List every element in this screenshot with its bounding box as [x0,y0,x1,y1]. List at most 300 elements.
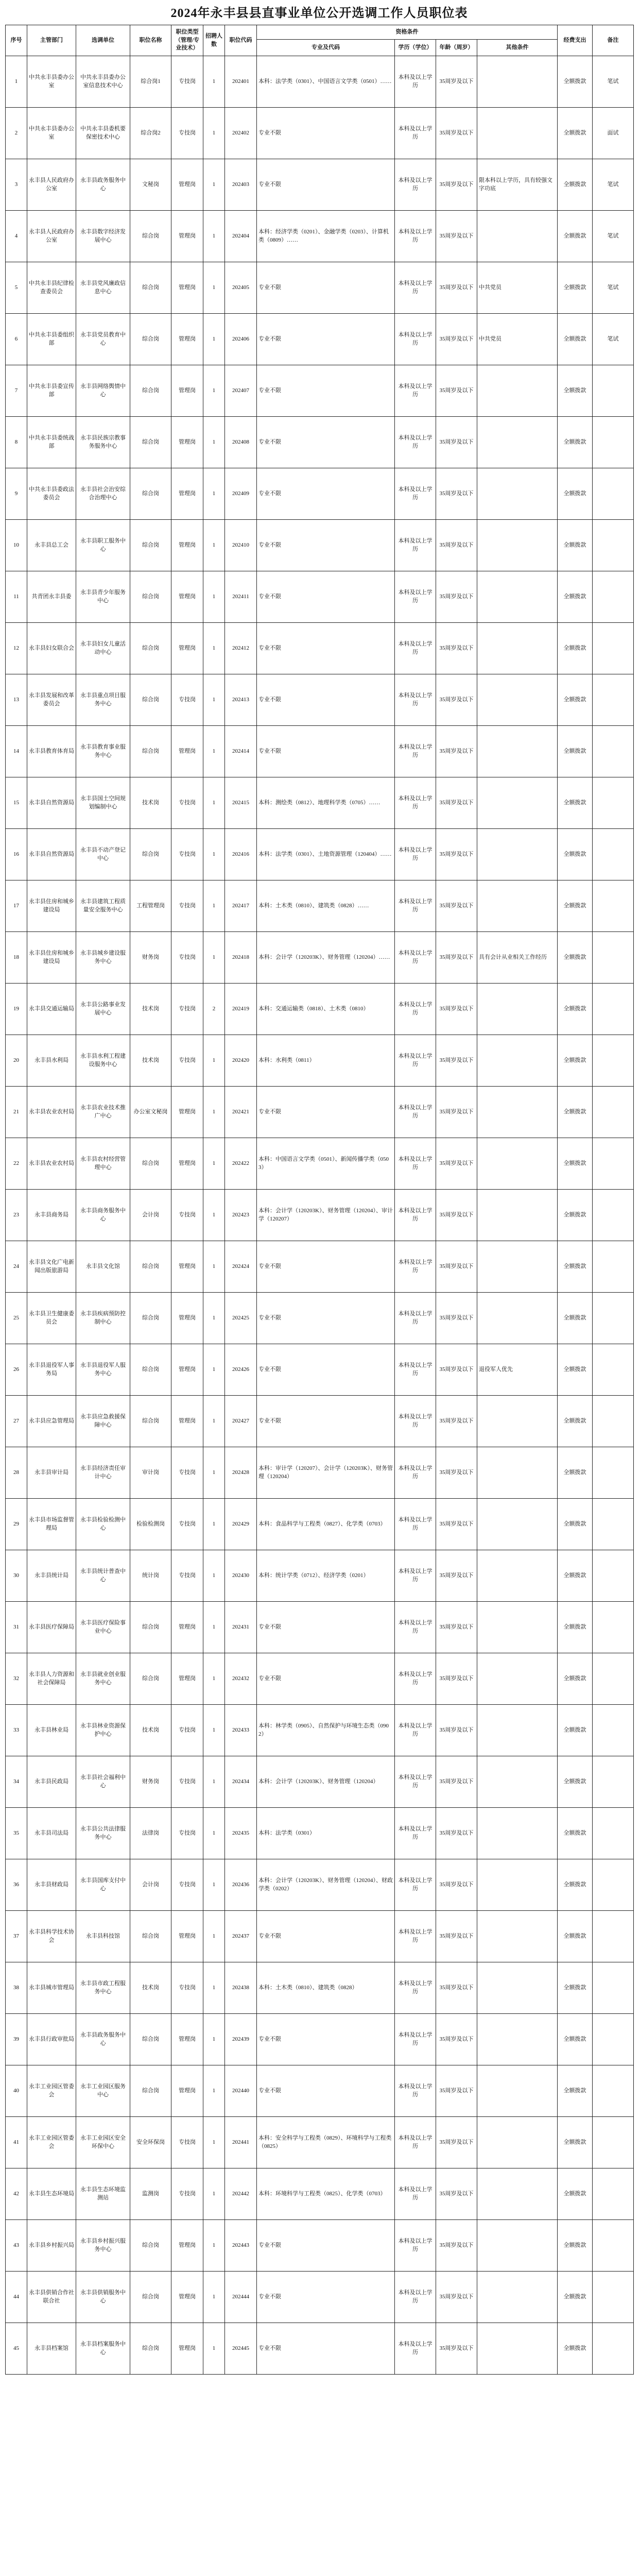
cell-major: 本科：经济学类（0201）、金融学类（0203）、计算机类（0809）…… [257,211,395,262]
cell-position-type: 管理岗 [171,417,203,468]
cell-unit: 中共永丰县委办公室信息技术中心 [76,56,130,108]
cell-position-type: 专技岗 [171,1447,203,1499]
cell-education: 本科及以上学历 [395,2117,436,2168]
cell-education: 本科及以上学历 [395,365,436,417]
cell-note [593,726,634,777]
table-row [6,2220,634,2272]
cell-major: 专业不限 [257,2014,395,2065]
cell-note [593,1447,634,1499]
cell-age: 35周岁及以下 [436,520,477,571]
cell-seq: 36 [6,1859,27,1911]
cell-count: 1 [203,1911,225,1962]
cell-other: 退役军人优先 [477,1344,558,1396]
cell-other [477,623,558,674]
cell-code: 202435 [225,1808,257,1859]
cell-seq: 19 [6,984,27,1035]
cell-position-type: 专技岗 [171,108,203,159]
cell-other [477,1756,558,1808]
cell-seq: 27 [6,1396,27,1447]
cell-department: 中共永丰县委办公室 [27,108,76,159]
cell-other [477,1602,558,1653]
cell-count: 1 [203,1447,225,1499]
cell-department: 永丰县自然资源局 [27,777,76,829]
cell-count: 1 [203,2272,225,2323]
cell-note: 笔试 [593,56,634,108]
table-row [6,2117,634,2168]
cell-funding: 全额拨款 [558,623,593,674]
table-row [6,2014,634,2065]
cell-other [477,56,558,108]
cell-code: 202417 [225,880,257,932]
cell-position: 会计岗 [130,1859,171,1911]
table-row [6,571,634,623]
cell-code: 202436 [225,1859,257,1911]
cell-count: 1 [203,520,225,571]
cell-major: 专业不限 [257,1344,395,1396]
cell-department: 永丰县商务局 [27,1190,76,1241]
cell-major: 本科：会计学（120203K）、财务管理（120204）、审计学（120207） [257,1190,395,1241]
cell-unit: 永丰县不动产登记中心 [76,829,130,880]
cell-position-type: 管理岗 [171,623,203,674]
cell-department: 永丰工业园区管委会 [27,2065,76,2117]
cell-department: 中共永丰县委宣传部 [27,365,76,417]
cell-funding: 全额拨款 [558,314,593,365]
cell-count: 1 [203,829,225,880]
cell-major: 本科：土木类（0810）、建筑类（0828） [257,1962,395,2014]
cell-other [477,777,558,829]
table-row [6,932,634,984]
cell-major: 专业不限 [257,726,395,777]
cell-position: 综合岗 [130,829,171,880]
cell-funding: 全额拨款 [558,1138,593,1190]
cell-seq: 4 [6,211,27,262]
cell-age: 35周岁及以下 [436,365,477,417]
cell-education: 本科及以上学历 [395,2220,436,2272]
cell-seq: 34 [6,1756,27,1808]
cell-count: 1 [203,1705,225,1756]
cell-department: 永丰县人民政府办公室 [27,211,76,262]
cell-position: 审计岗 [130,1447,171,1499]
cell-position-type: 管理岗 [171,314,203,365]
cell-position-type: 管理岗 [171,726,203,777]
table-row [6,1962,634,2014]
table-row [6,108,634,159]
cell-count: 1 [203,1499,225,1550]
cell-funding: 全额拨款 [558,365,593,417]
cell-major: 专业不限 [257,1396,395,1447]
cell-other [477,365,558,417]
cell-position-type: 管理岗 [171,211,203,262]
cell-age: 35周岁及以下 [436,108,477,159]
cell-department: 永丰县林业局 [27,1705,76,1756]
cell-other: 限本科以上学历，具有较强文字功底 [477,159,558,211]
cell-funding: 全额拨款 [558,984,593,1035]
cell-position: 法律岗 [130,1808,171,1859]
cell-code: 202434 [225,1756,257,1808]
cell-department: 永丰县妇女联合会 [27,623,76,674]
cell-seq: 30 [6,1550,27,1602]
cell-education: 本科及以上学历 [395,829,436,880]
cell-unit: 永丰县林业资源保护中心 [76,1705,130,1756]
cell-unit: 永丰县数字经济发展中心 [76,211,130,262]
cell-department: 永丰县退役军人事务局 [27,1344,76,1396]
cell-count: 1 [203,2220,225,2272]
cell-major: 本科：测绘类（0812）、地理科学类（0705）…… [257,777,395,829]
cell-department: 永丰县行政审批局 [27,2014,76,2065]
cell-department: 永丰县财政局 [27,1859,76,1911]
cell-position-type: 管理岗 [171,2014,203,2065]
cell-position-type: 专技岗 [171,2117,203,2168]
cell-age: 35周岁及以下 [436,1087,477,1138]
table-row [6,829,634,880]
cell-note [593,1087,634,1138]
cell-code: 202427 [225,1396,257,1447]
cell-seq: 13 [6,674,27,726]
cell-unit: 永丰县民族宗教事务服务中心 [76,417,130,468]
cell-education: 本科及以上学历 [395,2168,436,2220]
cell-education: 本科及以上学历 [395,2323,436,2375]
cell-funding: 全额拨款 [558,56,593,108]
cell-code: 202432 [225,1653,257,1705]
cell-seq: 15 [6,777,27,829]
cell-major: 专业不限 [257,365,395,417]
cell-position: 会计岗 [130,1190,171,1241]
cell-education: 本科及以上学历 [395,726,436,777]
table-row [6,2168,634,2220]
cell-note [593,932,634,984]
cell-count: 1 [203,623,225,674]
cell-position: 文秘岗 [130,159,171,211]
cell-funding: 全额拨款 [558,1447,593,1499]
cell-other [477,1138,558,1190]
col-type: 职位类型（管理/专业技术） [171,25,203,56]
cell-unit: 永丰县应急救援保障中心 [76,1396,130,1447]
table-row [6,262,634,314]
cell-unit: 永丰县社会福利中心 [76,1756,130,1808]
cell-unit: 永丰县供销服务中心 [76,2272,130,2323]
table-row [6,1344,634,1396]
cell-other [477,2117,558,2168]
cell-note: 笔试 [593,159,634,211]
cell-count: 1 [203,365,225,417]
cell-position-type: 管理岗 [171,1344,203,1396]
cell-funding: 全额拨款 [558,1859,593,1911]
cell-major: 本科：环境科学与工程类（0825）、化学类（0703） [257,2168,395,2220]
cell-unit: 永丰县农业技术推广中心 [76,1087,130,1138]
cell-code: 202428 [225,1447,257,1499]
cell-education: 本科及以上学历 [395,1705,436,1756]
cell-major: 专业不限 [257,417,395,468]
cell-age: 35周岁及以下 [436,932,477,984]
col-education: 学历（学位） [395,40,436,56]
cell-seq: 43 [6,2220,27,2272]
cell-major: 本科：会计学（120203K）、财务管理（120204） [257,1756,395,1808]
cell-unit: 永丰县建筑工程质量安全服务中心 [76,880,130,932]
cell-position-type: 管理岗 [171,1138,203,1190]
cell-note [593,1035,634,1087]
cell-age: 35周岁及以下 [436,829,477,880]
cell-position: 综合岗 [130,2220,171,2272]
cell-age: 35周岁及以下 [436,1962,477,2014]
table-row [6,1396,634,1447]
cell-seq: 11 [6,571,27,623]
cell-major: 专业不限 [257,314,395,365]
cell-other [477,211,558,262]
cell-note [593,623,634,674]
cell-department: 永丰县司法局 [27,1808,76,1859]
cell-seq: 6 [6,314,27,365]
cell-count: 1 [203,108,225,159]
cell-code: 202409 [225,468,257,520]
cell-funding: 全额拨款 [558,1035,593,1087]
cell-department: 永丰县住房和城乡建设局 [27,880,76,932]
cell-position: 综合岗 [130,417,171,468]
cell-department: 永丰县审计局 [27,1447,76,1499]
cell-major: 专业不限 [257,623,395,674]
cell-code: 202443 [225,2220,257,2272]
cell-position-type: 专技岗 [171,56,203,108]
cell-unit: 永丰县教育事业服务中心 [76,726,130,777]
table-row [6,159,634,211]
cell-seq: 41 [6,2117,27,2168]
cell-funding: 全额拨款 [558,674,593,726]
cell-age: 35周岁及以下 [436,417,477,468]
cell-position-type: 管理岗 [171,1293,203,1344]
cell-code: 202404 [225,211,257,262]
cell-major: 本科：会计学（120203K）、财务管理（120204）、财政学类（0202） [257,1859,395,1911]
cell-position: 综合岗 [130,211,171,262]
cell-seq: 17 [6,880,27,932]
cell-count: 1 [203,571,225,623]
cell-education: 本科及以上学历 [395,159,436,211]
cell-position-type: 管理岗 [171,365,203,417]
cell-position: 综合岗 [130,1293,171,1344]
cell-note [593,984,634,1035]
cell-age: 35周岁及以下 [436,2272,477,2323]
cell-code: 202402 [225,108,257,159]
cell-other [477,2220,558,2272]
cell-major: 专业不限 [257,1293,395,1344]
cell-position-type: 专技岗 [171,1705,203,1756]
cell-note: 笔试 [593,211,634,262]
cell-code: 202442 [225,2168,257,2220]
cell-education: 本科及以上学历 [395,1035,436,1087]
cell-age: 35周岁及以下 [436,571,477,623]
cell-age: 35周岁及以下 [436,1602,477,1653]
cell-position-type: 专技岗 [171,674,203,726]
cell-age: 35周岁及以下 [436,2220,477,2272]
cell-funding: 全额拨款 [558,1293,593,1344]
cell-count: 1 [203,2065,225,2117]
cell-major: 本科：法学类（0301） [257,1808,395,1859]
cell-education: 本科及以上学历 [395,108,436,159]
cell-department: 中共永丰县委统战部 [27,417,76,468]
col-major: 专业及代码 [257,40,395,56]
cell-age: 35周岁及以下 [436,623,477,674]
cell-education: 本科及以上学历 [395,1602,436,1653]
cell-position-type: 专技岗 [171,2168,203,2220]
cell-seq: 26 [6,1344,27,1396]
cell-code: 202431 [225,1602,257,1653]
cell-position: 综合岗 [130,2272,171,2323]
cell-funding: 全额拨款 [558,468,593,520]
cell-position-type: 专技岗 [171,1962,203,2014]
cell-position: 综合岗 [130,520,171,571]
cell-age: 35周岁及以下 [436,1138,477,1190]
cell-other [477,726,558,777]
cell-other [477,417,558,468]
cell-age: 35周岁及以下 [436,1499,477,1550]
cell-note: 笔试 [593,262,634,314]
cell-major: 专业不限 [257,2323,395,2375]
cell-department: 永丰县人力资源和社会保障局 [27,1653,76,1705]
cell-age: 35周岁及以下 [436,1859,477,1911]
cell-funding: 全额拨款 [558,1911,593,1962]
cell-position-type: 管理岗 [171,1241,203,1293]
cell-age: 35周岁及以下 [436,2014,477,2065]
cell-funding: 全额拨款 [558,211,593,262]
cell-unit: 永丰县乡村振兴服务中心 [76,2220,130,2272]
cell-education: 本科及以上学历 [395,1447,436,1499]
cell-position: 综合岗 [130,571,171,623]
cell-position: 综合岗 [130,2065,171,2117]
table-row [6,1035,634,1087]
cell-education: 本科及以上学历 [395,1653,436,1705]
cell-position-type: 专技岗 [171,777,203,829]
table-row [6,1447,634,1499]
cell-age: 35周岁及以下 [436,262,477,314]
cell-position-type: 管理岗 [171,159,203,211]
cell-position: 统计岗 [130,1550,171,1602]
cell-major: 专业不限 [257,2220,395,2272]
cell-age: 35周岁及以下 [436,2323,477,2375]
cell-note [593,571,634,623]
cell-unit: 永丰县退役军人服务中心 [76,1344,130,1396]
cell-seq: 18 [6,932,27,984]
col-seq: 序号 [6,25,27,56]
cell-department: 永丰县水利局 [27,1035,76,1087]
cell-unit: 永丰县公路事业发展中心 [76,984,130,1035]
col-funding: 经费支出 [558,25,593,56]
cell-education: 本科及以上学历 [395,880,436,932]
table-row [6,1756,634,1808]
cell-funding: 全额拨款 [558,2014,593,2065]
table-row [6,984,634,1035]
cell-unit: 永丰县城乡建设服务中心 [76,932,130,984]
table-row [6,2272,634,2323]
col-age: 年龄（周岁） [436,40,477,56]
cell-position-type: 专技岗 [171,1499,203,1550]
cell-position-type: 管理岗 [171,1602,203,1653]
cell-funding: 全额拨款 [558,880,593,932]
cell-unit: 永丰县生态环境监测站 [76,2168,130,2220]
cell-seq: 10 [6,520,27,571]
cell-position-type: 管理岗 [171,2323,203,2375]
cell-position-type: 专技岗 [171,984,203,1035]
col-code: 职位代码 [225,25,257,56]
cell-age: 35周岁及以下 [436,1911,477,1962]
cell-position: 综合岗 [130,2014,171,2065]
cell-education: 本科及以上学历 [395,1962,436,2014]
cell-code: 202401 [225,56,257,108]
cell-count: 1 [203,1962,225,2014]
cell-position-type: 管理岗 [171,1396,203,1447]
cell-note [593,1756,634,1808]
cell-education: 本科及以上学历 [395,520,436,571]
cell-department: 永丰县发展和改革委员会 [27,674,76,726]
cell-position: 监测岗 [130,2168,171,2220]
cell-code: 202410 [225,520,257,571]
cell-education: 本科及以上学历 [395,932,436,984]
cell-position-type: 管理岗 [171,1911,203,1962]
cell-note [593,2014,634,2065]
cell-department: 永丰县交通运输局 [27,984,76,1035]
cell-note [593,674,634,726]
cell-other [477,2065,558,2117]
cell-education: 本科及以上学历 [395,571,436,623]
cell-note [593,777,634,829]
cell-code: 202445 [225,2323,257,2375]
cell-position: 办公室文秘岗 [130,1087,171,1138]
table-row [6,1911,634,1962]
cell-major: 专业不限 [257,1602,395,1653]
cell-seq: 38 [6,1962,27,2014]
cell-education: 本科及以上学历 [395,1293,436,1344]
cell-position: 综合岗 [130,1241,171,1293]
cell-funding: 全额拨款 [558,1808,593,1859]
cell-major: 专业不限 [257,468,395,520]
table-row [6,623,634,674]
cell-major: 专业不限 [257,520,395,571]
cell-funding: 全额拨款 [558,1653,593,1705]
cell-other [477,1859,558,1911]
cell-unit: 永丰工业园区安全环保中心 [76,2117,130,2168]
cell-position-type: 管理岗 [171,468,203,520]
cell-age: 35周岁及以下 [436,1808,477,1859]
cell-count: 1 [203,1344,225,1396]
cell-count: 1 [203,674,225,726]
cell-seq: 14 [6,726,27,777]
cell-seq: 44 [6,2272,27,2323]
table-row [6,1138,634,1190]
cell-major: 本科：中国语言文学类（0501）、新闻传播学类（0503） [257,1138,395,1190]
cell-unit: 中共永丰县委机要保密技术中心 [76,108,130,159]
cell-education: 本科及以上学历 [395,1087,436,1138]
cell-other [477,571,558,623]
cell-department: 永丰县统计局 [27,1550,76,1602]
cell-funding: 全额拨款 [558,262,593,314]
cell-count: 1 [203,726,225,777]
cell-funding: 全额拨款 [558,1602,593,1653]
cell-seq: 16 [6,829,27,880]
cell-code: 202437 [225,1911,257,1962]
cell-position: 综合岗1 [130,56,171,108]
cell-education: 本科及以上学历 [395,211,436,262]
col-other: 其他条件 [477,40,558,56]
cell-note [593,2323,634,2375]
cell-department: 中共永丰县委政法委员会 [27,468,76,520]
cell-position-type: 管理岗 [171,2065,203,2117]
cell-major: 本科：土木类（0810）、建筑类（0828）…… [257,880,395,932]
cell-code: 202415 [225,777,257,829]
cell-education: 本科及以上学历 [395,56,436,108]
table-row [6,777,634,829]
cell-count: 1 [203,1756,225,1808]
cell-position: 综合岗 [130,365,171,417]
cell-education: 本科及以上学历 [395,1138,436,1190]
cell-major: 本科：安全科学与工程类（0829）、环境科学与工程类（0825） [257,2117,395,2168]
cell-note [593,1138,634,1190]
